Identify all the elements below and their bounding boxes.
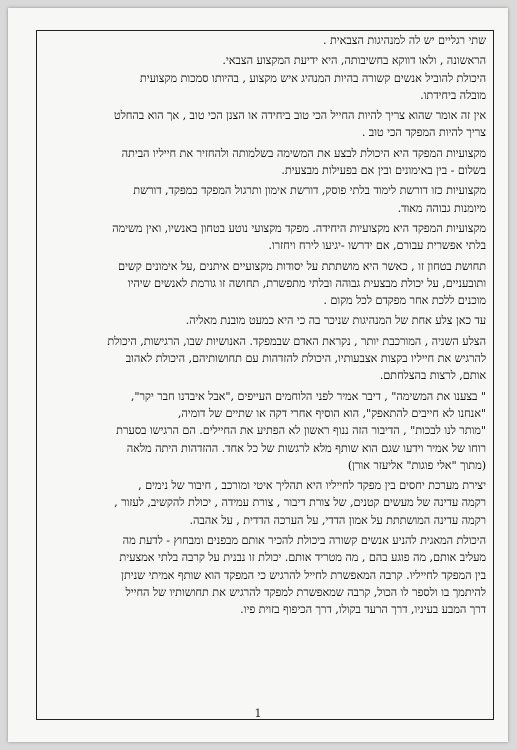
text-line: להרגיש את חייליו בקצות אצבעותיו, היכולת להזדהות עם תחושותיהם, היכולת לאהוב xyxy=(125,352,486,366)
paragraph xyxy=(46,52,486,104)
text-line: מקצועיות כזו דורשת לימוד בלתי פוסק, דורשת אימון ותרגול המפקד כמפקד, דורשת xyxy=(133,184,486,198)
paragraph xyxy=(46,388,486,474)
text-line: להיתמך בו ולספר לו הכול, קרבה שמאפשרת למפקד להרגיש את תחושותיו של החייל xyxy=(125,585,486,599)
text-line: בלתי אפשרית עבורם, אם ידרשו -יגיעו לירח ויחזרו. xyxy=(268,239,486,253)
paragraph xyxy=(46,333,486,385)
text-line: מובלה ביחידתו. xyxy=(420,88,486,102)
document-page xyxy=(8,8,508,742)
text-line: "מותר לנו לבכות" , הדיבור הזה ננוף ראשון לא הפתיע את החיילים. הם הרגישו בסערת xyxy=(116,424,486,438)
paragraph xyxy=(46,477,486,529)
text-line: רקמה עדינה המושתתת על אמון הדדי, על הערכה הדדית , על אהבה. xyxy=(189,513,486,527)
paragraph xyxy=(46,220,486,255)
text-line: הראשונה , ולאו דווקא בחשיבותה, היא ידיעת המקצוע הצבאי. xyxy=(222,54,486,68)
text-line: מיומנות גבוהה מאוד. xyxy=(397,201,486,215)
text-line: עד כאן צלע אחת של המנהיגות שניכר בה כי היא כמעט מובנת מאליה. xyxy=(185,314,486,328)
text-line: מקצועיות המפקד היא מקצועיות היחידה. מפקד מקצועי נוטע בטחון באנשיו, ואין משימה xyxy=(112,221,486,235)
text-line: בין המפקד לחייליו. קרבה המאפשרת לחייל להרגיש כי המפקד הוא שותף אמיתי שניתן xyxy=(121,568,486,582)
paragraph xyxy=(46,32,486,49)
text-line: "אנחנו לא חייבים להתאפק", הוא הוסיף אחרי דקה או שתיים של דומיה, xyxy=(177,406,486,420)
paragraph xyxy=(46,532,486,618)
text-line: אין זה אומר שהוא צריך להיות החייל הכי טוב ביחידה או הצנן הכי טוב , אך הוא בהחלט xyxy=(113,109,486,123)
paragraph xyxy=(46,182,486,217)
text-line: רוחו של אמיר וידעו שגם הוא שותף מלא לרגשות של כל אחד. ההזדהות היתה מלאה xyxy=(126,441,486,455)
paragraph xyxy=(46,312,486,329)
text-line: צריך להיות המפקד הכי טוב . xyxy=(361,126,486,140)
text-line: שתי רגליים יש לה למנהיגות הצבאית . xyxy=(323,34,486,47)
text-line: היכולת המאגית להניע אנשים קשורה ביכולת להכיר אותם מבפנים ומבחוץ - לדעת מה xyxy=(122,534,486,548)
text-line: (מתוך "אלי פוגות" אליעזר אורן) xyxy=(347,458,486,472)
page-number: 1 xyxy=(254,707,262,720)
paragraph xyxy=(46,107,486,142)
text-line: מקצועיות המפקד היא היכולת לבצע את המשימה בשלמותה ולהחזיר את חייליו הביתה xyxy=(121,146,486,160)
text-line: היכולת להוביל אנשים קשורה בהיות המנהיג איש מקצוע , בהיותו סמכות מקצועית xyxy=(139,71,486,85)
text-line: הצלע השניה , המורכבת יותר , נקראת האדם שבמפקד. האנושיות שבו, הרגישות, היכולת xyxy=(107,334,486,348)
document-body xyxy=(46,32,486,619)
paragraph xyxy=(46,258,486,310)
text-line: תחושת בטחון זו , כאשר היא מושתתת על יסודות מקצועיים איתנים ,על אימונים קשים xyxy=(118,259,486,273)
text-line: ותובעניים, על יכולת מבצעית גבוהה ובלתי מתפשרת, תחושה זו גורמת לאנשים שיהיו xyxy=(127,276,486,290)
text-line: בשלום - בין באימונים ובין אם בפעילות מבצעית. xyxy=(281,164,486,178)
text-line: יצירת מערכת יחסים בין מפקד לחייליו היא תהליך איטי ומורכב , חיבור של נימים , xyxy=(138,479,486,493)
text-line: " בצענו את המשימה" , דיבר אמיר לפני הלוחמים העייפים ,"אבל איבדנו חבר יקר", xyxy=(130,389,486,403)
text-line: אותם, לרצות בהצלחתם. xyxy=(379,369,486,383)
text-line: מוכנים ללכת אחר מפקדם לכל מקום . xyxy=(323,294,486,308)
text-line: מעליב אותם, מה פוגע בהם , מה מטריד אותם. יכולת זו נבנית על קרבה בלתי אמצעית xyxy=(119,551,486,565)
paragraph xyxy=(46,145,486,180)
text-line: רקמה עדינה של מעשים קטנים, של צורת דיבור , צורת עמידה , יכולת להקשיב, לעזור , xyxy=(114,496,486,510)
text-line: דרך המבע בעיניו, דרך הרעד בקולו, דרך הכיפוף בזוית פיו. xyxy=(240,603,486,617)
